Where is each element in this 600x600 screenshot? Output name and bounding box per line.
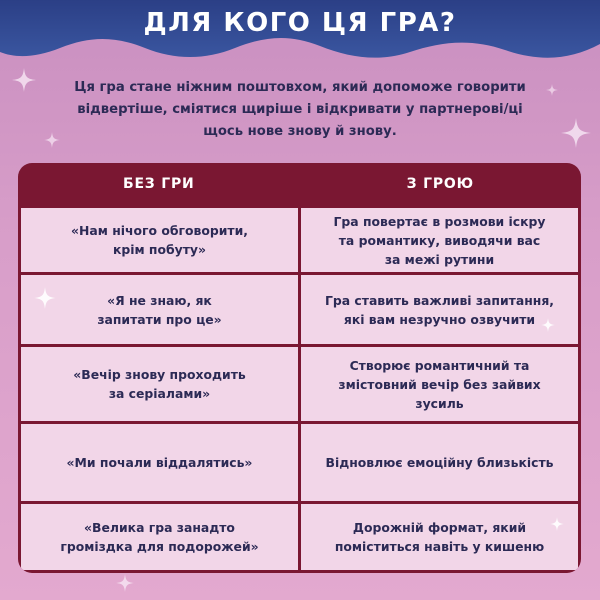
cell-with-game: Створює романтичний та змістовний вечір без зайвих зусиль (301, 347, 578, 421)
table-header (18, 163, 581, 205)
table-row (21, 275, 578, 344)
cell-without-game: «Нам нічого обговорити, крім побуту» (21, 208, 298, 272)
sparkle-icon (541, 318, 555, 332)
cell-without-game: «Ми почали віддалятись» (21, 424, 298, 501)
table-row (21, 208, 578, 272)
table-row (21, 504, 578, 570)
page-title: ДЛЯ КОГО ЦЯ ГРА? (143, 8, 457, 38)
cell-with-game: Дорожній формат, який поміститься навіть у кишеню (301, 504, 578, 570)
cell-with-game: Гра повертає в розмови іскру та романтику, виводячи вас за межі рутини (301, 208, 578, 272)
cell-without-game: «Велика гра занадто громіздка для подорожей» (21, 504, 298, 570)
table-row (21, 347, 578, 421)
sparkle-icon (116, 574, 134, 592)
sparkle-icon (561, 118, 591, 148)
cell-without-game: «Вечір знову проходить за серіалами» (21, 347, 298, 421)
column-header-with-game: З ГРОЮ (406, 176, 474, 192)
sparkle-icon (12, 68, 36, 92)
cell-with-game: Відновлює емоційну близькість (301, 424, 578, 501)
cell-without-game: «Я не знаю, як запитати про це» (21, 275, 298, 344)
comparison-table (18, 163, 581, 573)
table-row (21, 424, 578, 501)
intro-text: Ця гра стане ніжним поштовхом, який допоможе говорити відвертіше, сміятися щиріше і відкривати у партнерові/ці щось нове знову й знову. (74, 80, 526, 139)
sparkle-icon (34, 287, 56, 309)
column-header-without-game: БЕЗ ГРИ (122, 176, 195, 192)
sparkle-icon (44, 132, 60, 148)
sparkle-icon (546, 84, 558, 96)
sparkle-icon (550, 517, 564, 531)
cell-with-game: Гра ставить важливі запитання, які вам незручно озвучити (301, 275, 578, 344)
